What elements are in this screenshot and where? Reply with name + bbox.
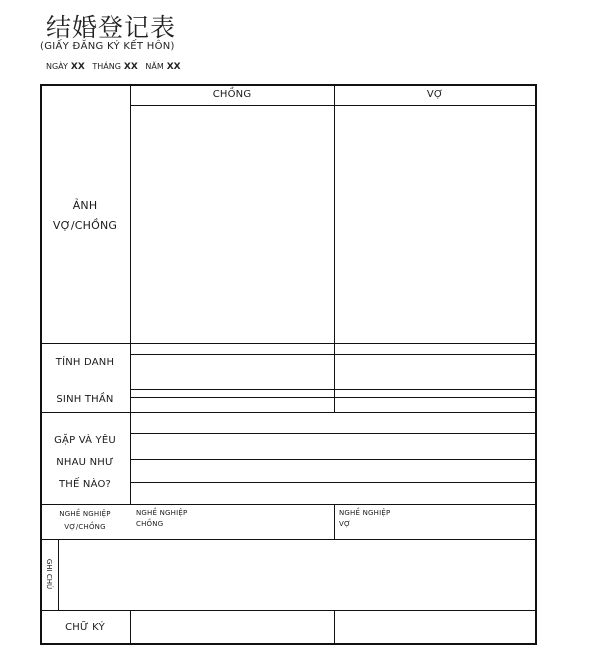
border-top — [40, 84, 537, 86]
husband-name-field[interactable] — [132, 356, 333, 388]
form-title: 结婚登记表 — [46, 13, 177, 42]
year-value: XX — [166, 62, 181, 72]
name-row-line — [130, 389, 536, 390]
wife-photo-box[interactable] — [336, 107, 534, 342]
date-line — [46, 62, 186, 72]
signature-label: CHỮ KÝ — [65, 622, 105, 633]
job-wife-label: NGHỀ NGHIỆP VỢ — [339, 509, 391, 528]
photo-row-line — [40, 343, 537, 344]
wife-birth-field[interactable] — [336, 398, 534, 411]
day-value: XX — [70, 62, 85, 72]
birth-label: SINH THẦN — [56, 394, 114, 405]
wife-name-field[interactable] — [336, 356, 534, 388]
meet-story-field[interactable] — [132, 414, 534, 502]
husband-signature-field[interactable] — [132, 612, 333, 642]
job-label: NGHỀ NGHIỆP VỢ/CHỒNG — [59, 510, 111, 531]
wife-column-header: VỢ — [426, 89, 444, 100]
registration-form — [40, 84, 537, 645]
day-label: NGÀY — [46, 62, 68, 71]
note-label: GHI CHÚ — [45, 558, 53, 590]
note-field[interactable] — [60, 541, 534, 609]
husband-photo-box[interactable] — [132, 107, 333, 342]
husband-column-header: CHỒNG — [212, 89, 252, 100]
form-subtitle: (GIẤY ĐĂNG KÝ KẾT HÔN) — [40, 41, 175, 52]
meet-row-line — [40, 504, 537, 505]
couple-divider-mid — [334, 504, 335, 539]
year-label: NĂM — [145, 62, 164, 71]
job-husband-label: NGHỀ NGHIỆP CHỒNG — [136, 509, 188, 528]
wife-signature-field[interactable] — [336, 612, 534, 642]
month-label: THÁNG — [92, 62, 121, 71]
border-bottom — [40, 643, 537, 645]
border-right — [535, 84, 537, 645]
husband-birth-field[interactable] — [132, 398, 333, 411]
photo-label: ẢNH VỢ/CHỒNG — [52, 199, 118, 232]
meet-label: GẶP VÀ YÊU NHAU NHƯ THẾ NÀO? — [54, 435, 116, 490]
name-label: TÍNH DANH — [55, 357, 115, 368]
month-value: XX — [123, 62, 138, 72]
border-left — [40, 84, 42, 645]
